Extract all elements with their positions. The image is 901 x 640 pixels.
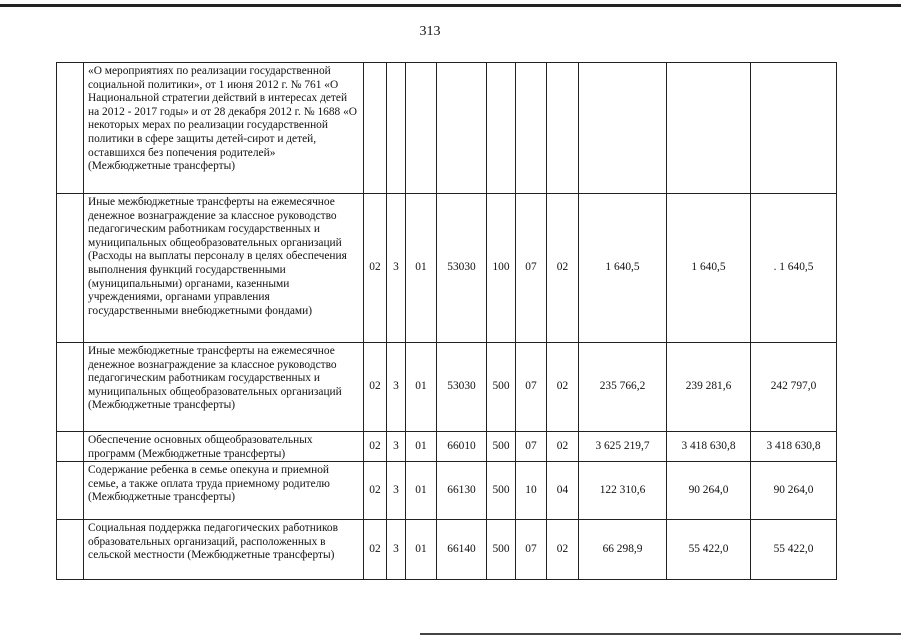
amount-cell: 55 422,0 [751, 520, 837, 580]
code-cell: 02 [547, 194, 579, 343]
code-cell [364, 63, 387, 194]
code-cell [387, 63, 406, 194]
code-cell: 100 [487, 194, 516, 343]
code-cell: 3 [387, 520, 406, 580]
row-name-cell: Содержание ребенка в семье опекуна и приемной семье, а также оплата труда приемному родителю (Межбюджетные трансферты) [84, 462, 364, 520]
code-cell: 02 [364, 520, 387, 580]
amount-cell: 1 640,5 [667, 194, 751, 343]
code-cell: 500 [487, 462, 516, 520]
code-cell: 10 [516, 462, 547, 520]
row-number-cell [57, 462, 84, 520]
code-cell: 01 [406, 194, 437, 343]
code-cell: 01 [406, 462, 437, 520]
code-cell: 07 [516, 194, 547, 343]
table-row [57, 194, 837, 343]
code-cell: 53030 [437, 343, 487, 432]
code-cell [437, 63, 487, 194]
code-cell: 07 [516, 343, 547, 432]
code-cell: 02 [547, 520, 579, 580]
amount-cell [751, 63, 837, 194]
row-name-cell: Обеспечение основных общеобразовательных программ (Межбюджетные трансферты) [84, 432, 364, 462]
amount-cell: 239 281,6 [667, 343, 751, 432]
bottom-border-line [420, 633, 901, 635]
code-cell: 53030 [437, 194, 487, 343]
code-cell: 500 [487, 343, 516, 432]
amount-cell: 66 298,9 [579, 520, 667, 580]
row-number-cell [57, 432, 84, 462]
row-number-cell [57, 520, 84, 580]
code-cell: 01 [406, 432, 437, 462]
code-cell: 02 [364, 462, 387, 520]
amount-cell: 90 264,0 [667, 462, 751, 520]
row-number-cell [57, 343, 84, 432]
budget-table [56, 62, 837, 580]
code-cell: 500 [487, 520, 516, 580]
row-number-cell [57, 63, 84, 194]
table-row [57, 462, 837, 520]
code-cell: 66010 [437, 432, 487, 462]
code-cell: 07 [516, 520, 547, 580]
code-cell: 04 [547, 462, 579, 520]
amount-cell: 242 797,0 [751, 343, 837, 432]
table-row [57, 520, 837, 580]
amount-cell: 3 418 630,8 [667, 432, 751, 462]
code-cell: 66130 [437, 462, 487, 520]
amount-cell: 55 422,0 [667, 520, 751, 580]
page-number: 313 [419, 24, 441, 39]
code-cell: 66140 [437, 520, 487, 580]
code-cell: 500 [487, 432, 516, 462]
code-cell: 3 [387, 194, 406, 343]
code-cell [487, 63, 516, 194]
table-row [57, 63, 837, 194]
code-cell: 02 [547, 432, 579, 462]
code-cell: 07 [516, 432, 547, 462]
code-cell: 01 [406, 343, 437, 432]
amount-cell: 90 264,0 [751, 462, 837, 520]
amount-cell: 235 766,2 [579, 343, 667, 432]
row-name-cell: Социальная поддержка педагогических работников образовательных организаций, расположенных в сельской местности (Межбюджетные трансферты) [84, 520, 364, 580]
amount-cell: 3 625 219,7 [579, 432, 667, 462]
row-number-cell [57, 194, 84, 343]
code-cell: 3 [387, 462, 406, 520]
row-name-cell: Иные межбюджетные трансферты на ежемесячное денежное вознаграждение за классное руководство педагогическим работникам государственных и муниципальных общеобразовательных организаций (Расходы на выплаты персоналу в целях обеспечения выполнения функций государственными (муниципальными) органами, казенными учреждениями, органами управления государственными внебюджетными фондами) [84, 194, 364, 343]
row-name-cell: «О мероприятиях по реализации государственной социальной политики», от 1 июня 2012 г. № 761 «О Национальной стратегии действий в интересах детей на 2012 - 2017 годы» и от 28 декабря 2012 г. № 1688 «О некоторых мерах по реализации государственной политики в сфере защиты детей-сирот и детей, оставшихся без попечения родителей» (Межбюджетные трансферты) [84, 63, 364, 194]
code-cell: 3 [387, 343, 406, 432]
amount-cell: 1 640,5 [579, 194, 667, 343]
code-cell [547, 63, 579, 194]
code-cell: 02 [364, 343, 387, 432]
code-cell: 01 [406, 520, 437, 580]
code-cell: 02 [364, 194, 387, 343]
table-row [57, 432, 837, 462]
code-cell [406, 63, 437, 194]
row-name-cell: Иные межбюджетные трансферты на ежемесячное денежное вознаграждение за классное руководство педагогическим работникам государственных и муниципальных общеобразовательных организаций (Межбюджетные трансферты) [84, 343, 364, 432]
code-cell: 3 [387, 432, 406, 462]
amount-cell [579, 63, 667, 194]
amount-cell: . 1 640,5 [751, 194, 837, 343]
table-row [57, 343, 837, 432]
code-cell: 02 [364, 432, 387, 462]
amount-cell: 3 418 630,8 [751, 432, 837, 462]
code-cell: 02 [547, 343, 579, 432]
top-border-line [0, 4, 901, 7]
amount-cell [667, 63, 751, 194]
code-cell [516, 63, 547, 194]
amount-cell: 122 310,6 [579, 462, 667, 520]
